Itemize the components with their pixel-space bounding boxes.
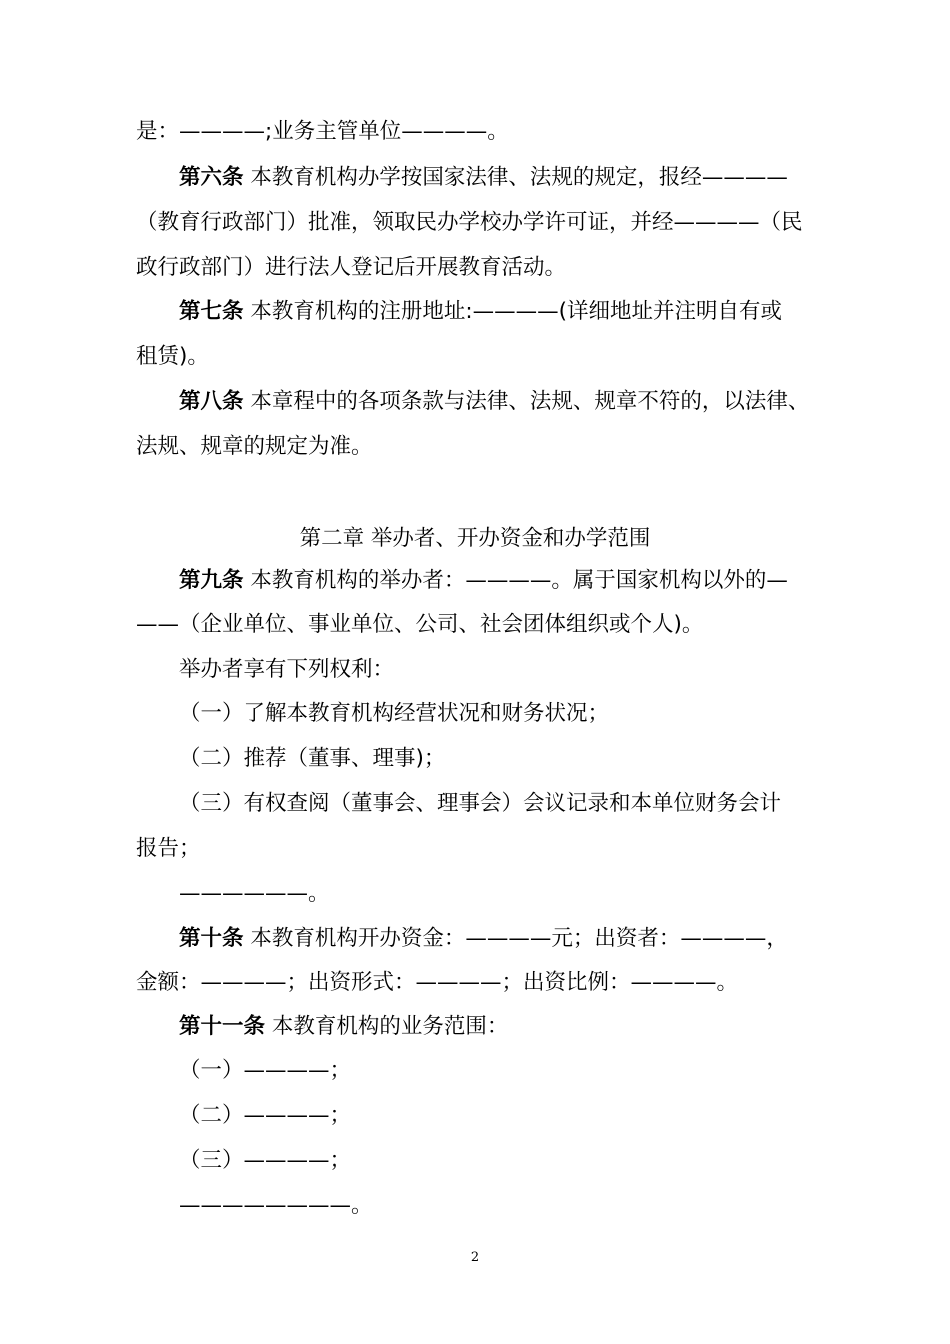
line-text: 政行政部门）进行法人登记后开展教育活动。 [136, 255, 567, 280]
article-7-line-2 [136, 342, 836, 372]
line-text: （二）推荐（董事、理事)； [179, 746, 446, 771]
article-9-line-2 [136, 610, 836, 640]
line-text: （三）有权查阅（董事会、理事会）会议记录和本单位财务会计 [179, 791, 782, 816]
line-text: ——（企业单位、事业单位、公司、社会团体组织或个人)。 [136, 612, 704, 637]
line-text: 本教育机构的注册地址:————(详细地址并注明自有或 [243, 299, 782, 324]
line-text: （一）————； [179, 1058, 352, 1083]
article-6-line-3 [136, 253, 836, 283]
line-text: 报告； [136, 836, 201, 861]
article-10-line-1 [179, 924, 879, 954]
article-7-label: 第七条 [179, 299, 244, 324]
line-text: 举办者享有下列权利： [179, 657, 395, 682]
article-10-label: 第十条 [179, 926, 244, 951]
article-5-continuation [136, 117, 836, 147]
scope-item-1 [179, 1056, 879, 1086]
page-number: 2 [470, 1250, 480, 1265]
article-9-label: 第九条 [179, 568, 244, 593]
line-text: 本教育机构办学按国家法律、法规的规定，报经———— [243, 165, 788, 190]
article-6-line-1 [179, 163, 879, 193]
article-6-line-2 [136, 208, 836, 238]
line-text: ————————。 [179, 1193, 373, 1218]
article-10-line-2 [136, 968, 836, 998]
rights-intro [179, 655, 879, 685]
scope-item-blank [179, 1191, 879, 1221]
article-8-line-2 [136, 432, 836, 462]
line-text: （一）了解本教育机构经营状况和财务状况； [179, 701, 610, 726]
article-9-line-1 [179, 566, 879, 596]
right-item-3 [179, 789, 879, 819]
article-8-line-1 [179, 387, 879, 417]
line-text: ——————。 [179, 881, 330, 906]
right-item-blank [179, 879, 879, 909]
line-text: 法规、规章的规定为准。 [136, 434, 373, 459]
line-text: 租赁)。 [136, 344, 209, 369]
right-item-3-continuation [136, 834, 836, 864]
line-text: 金额：————；出资形式：————；出资比例：————。 [136, 970, 739, 995]
scope-item-3 [179, 1146, 879, 1176]
line-text: （三）————； [179, 1148, 352, 1173]
line-text: 本教育机构开办资金：————元；出资者：————， [243, 926, 788, 951]
article-8-label: 第八条 [179, 389, 244, 414]
line-text: 本章程中的各项条款与法律、法规、规章不符的，以法律、 [243, 389, 810, 414]
right-item-2 [179, 744, 879, 774]
line-text: 本教育机构的举办者：————。属于国家机构以外的— [243, 568, 788, 593]
line-text: （二）————； [179, 1103, 352, 1128]
article-6-label: 第六条 [179, 165, 244, 190]
chapter-heading [0, 524, 950, 554]
article-7-line-1 [179, 297, 879, 327]
article-11-line-1 [179, 1012, 879, 1042]
right-item-1 [179, 699, 879, 729]
scope-item-2 [179, 1101, 879, 1131]
line-text: 是：————;业务主管单位————。 [136, 119, 509, 144]
article-11-label: 第十一条 [179, 1014, 266, 1039]
line-text: 本教育机构的业务范围： [265, 1014, 509, 1039]
line-text: （教育行政部门）批准，领取民办学校办学许可证，并经————（民 [136, 210, 803, 235]
chapter-title: 第二章 举办者、开办资金和办学范围 [299, 526, 651, 551]
